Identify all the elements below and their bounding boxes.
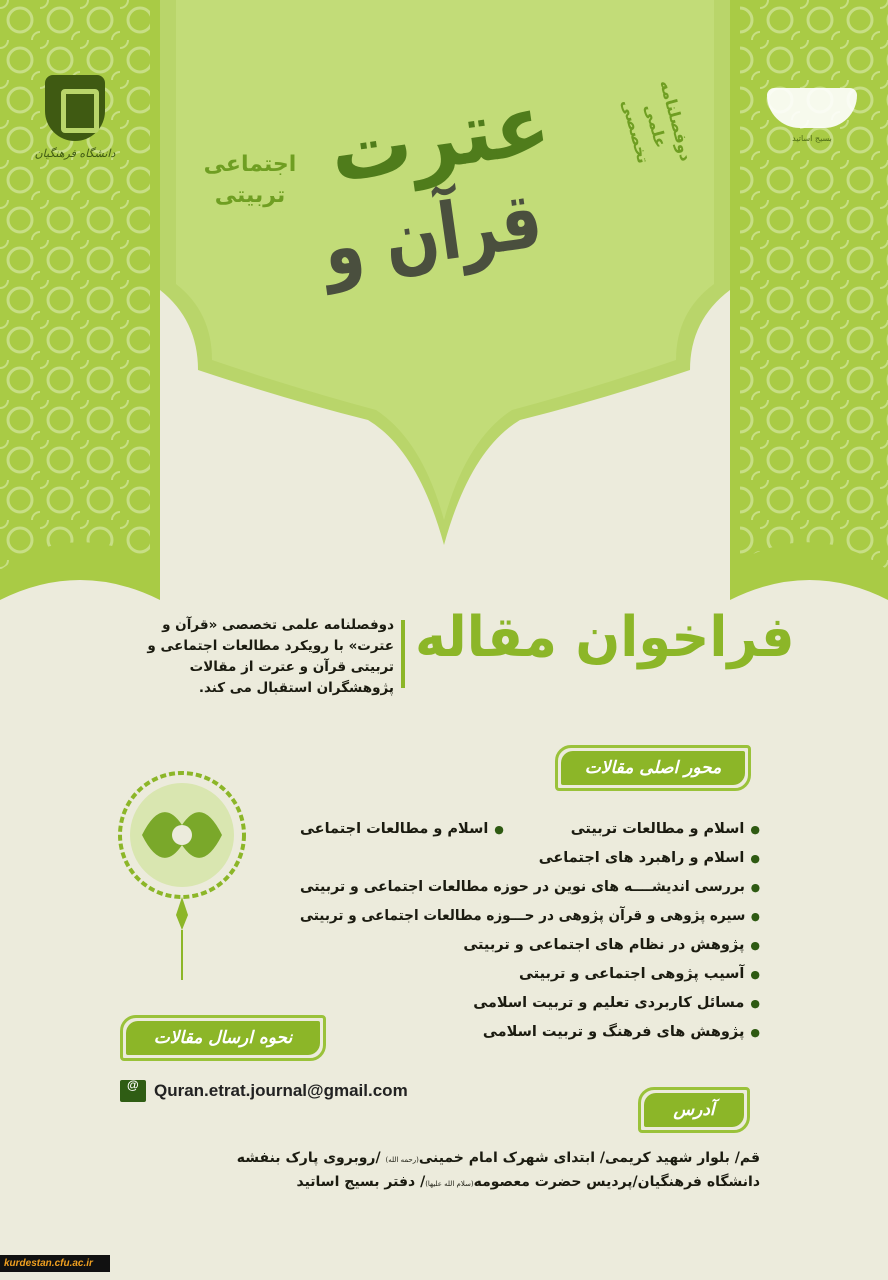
page-title: فراخوان مقاله (415, 605, 795, 670)
university-logo: دانشگاه فرهنگیان (30, 75, 120, 160)
university-shield-icon (45, 75, 105, 141)
list-item: ●اسلام و راهبرد های اجتماعی (538, 850, 760, 866)
email-icon (120, 1080, 146, 1102)
watermark: kurdestan.cfu.ac.ir (0, 1255, 110, 1272)
intro-text: دوفصلنامه علمی تخصصی «قرآن و عترت» با رویکرد مطالعات اجتماعی و تربیتی قرآن و عترت از مقالات پژوهشگران استقبال می کند. (147, 617, 394, 696)
list-item: ●پژوهش در نظام های اجتماعی و تربیتی (463, 937, 760, 953)
topics-list (300, 815, 760, 1047)
list-item: ●سیره پژوهی و قرآن پژوهی در حـــوزه مطالعات اجتماعی و تربیتی (300, 908, 760, 924)
bullet-icon: ● (750, 881, 760, 894)
journal-subtitle: اجتماعی تربیتی (203, 152, 297, 208)
bullet-icon: ● (750, 968, 760, 981)
list-item: ●مسائل کاربردی تعلیم و تربیت اسلامی (473, 995, 760, 1011)
list-item: ●اسلام و مطالعات تربیتی ●اسلام و مطالعات اجتماعی (300, 821, 760, 837)
bullet-icon: ● (494, 823, 504, 836)
address-section-badge: آدرس (638, 1087, 750, 1133)
email-contact[interactable] (120, 1080, 408, 1102)
bullet-icon: ● (750, 910, 760, 923)
list-item: ●بررسی اندیشــــه های نوین در حوزه مطالعات اجتماعی و تربیتی (299, 879, 760, 895)
bullet-icon: ● (750, 1026, 760, 1039)
list-item: ●آسیب پژوهی اجتماعی و تربیتی (518, 966, 760, 982)
ornament-icon (112, 765, 252, 985)
basij-emblem-icon (767, 88, 857, 128)
email-address[interactable]: Quran.etrat.journal@gmail.com (154, 1081, 408, 1100)
address-text: قم/ بلوار شهید کریمی/ ابتدای شهرک امام خمینی(رحمه الله) /روبروی پارک بنفشه دانشگاه فرهنگیان/پردیس حضرت معصومه(سلام الله علیها)/ دفتر بسیج اساتید (236, 1150, 760, 1190)
bullet-icon: ● (750, 939, 760, 952)
bullet-icon: ● (750, 823, 760, 836)
submission-section-badge: نحوه ارسال مقالات (120, 1015, 326, 1061)
journal-calligraphy-title: عترت قرآن و (317, 74, 556, 295)
basij-logo: بسیج اساتید (762, 88, 862, 143)
list-item: ●پژوهش های فرهنگ و تربیت اسلامی (482, 1024, 760, 1040)
journal-type: دوفصلنامه علمی تخصصی (618, 77, 696, 166)
topics-section-badge: محور اصلی مقالات (555, 745, 751, 791)
bullet-icon: ● (750, 852, 760, 865)
divider (401, 620, 405, 688)
bullet-icon: ● (750, 997, 760, 1010)
